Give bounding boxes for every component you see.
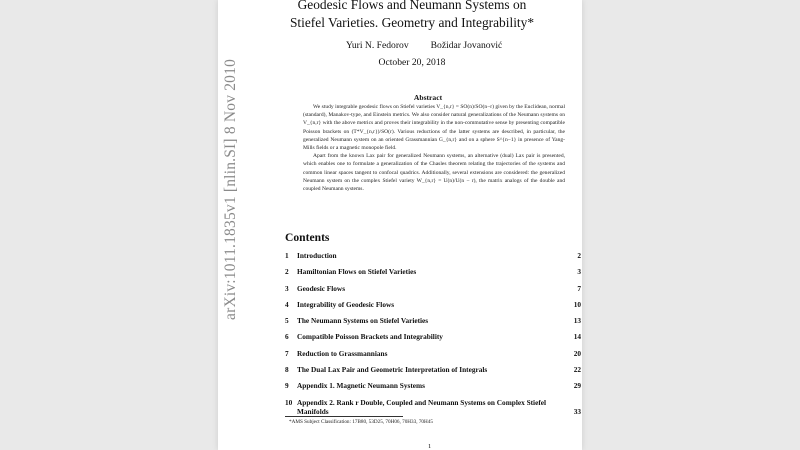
abstract-body (303, 103, 565, 193)
toc-entry[interactable] (285, 316, 581, 332)
toc-entry[interactable] (285, 365, 581, 381)
toc-entry[interactable] (285, 284, 581, 300)
toc-entry[interactable] (285, 251, 581, 267)
paper-title: Geodesic Flows and Neumann Systems on Stiefel Varieties. Geometry and Integrability* (289, 0, 535, 30)
toc-number: 6 (285, 332, 289, 342)
toc-title[interactable]: The Neumann Systems on Stiefel Varieties (297, 316, 429, 326)
arxiv-stamp: arXiv:1011.1835v1 [nlin.SI] 8 Nov 2010 (222, 58, 239, 320)
footnote: *AMS Subject Classification: 17B80, 53D25, 70H06, 70H33, 70H45 (289, 419, 433, 425)
toc-page: 22 (573, 365, 581, 375)
toc-title[interactable]: Compatible Poisson Brackets and Integrability (297, 332, 443, 342)
toc-entry[interactable] (285, 332, 581, 348)
toc-title[interactable]: Appendix 2. Rank r Double, Coupled and Neumann Systems on Complex Stiefel Manifolds (297, 397, 547, 416)
toc-entry[interactable] (285, 300, 581, 316)
toc-number: 5 (285, 316, 289, 326)
toc-number: 3 (285, 283, 289, 293)
toc-page: 10 (573, 299, 581, 309)
abstract-heading: Abstract (413, 93, 443, 102)
page-number: 1 (428, 443, 432, 450)
toc-title[interactable]: Introduction (297, 251, 337, 260)
author-list (346, 40, 502, 51)
toc-number: 7 (285, 348, 289, 358)
toc-page: 13 (573, 316, 581, 326)
toc-page: 20 (573, 348, 581, 358)
toc-entry[interactable] (285, 381, 581, 397)
toc-number: 8 (285, 365, 289, 375)
toc-page: 29 (573, 381, 581, 391)
toc-title[interactable]: The Dual Lax Pair and Geometric Interpretation of Integrals (297, 365, 488, 375)
toc-entry[interactable] (285, 398, 581, 414)
toc-page: 2 (577, 251, 581, 260)
toc-entry[interactable] (285, 267, 581, 283)
abstract-paragraph: Apart from the known Lax pair for generalized Neumann systems, an alternative (dual) Lax pair is presented, which enables one to formulate a generalization of the Chasles theorem relating the trajectories of the systems and common linear spaces tangent to confocal quadrics. Additionally, several extensions are considered: the generalized Neumann system on the complex Stiefel variety W_{n,r} = U(n)/U(n − r), the matrix analogs of the double and coupled Neumann systems. (303, 153, 565, 193)
footnote-rule (285, 416, 403, 417)
paper-date: October 20, 2018 (378, 57, 446, 68)
toc-entry[interactable] (285, 349, 581, 365)
toc-number: 10 (285, 397, 293, 407)
toc-number: 2 (285, 267, 289, 277)
contents-heading: Contents (285, 231, 330, 244)
toc-number: 1 (285, 251, 289, 260)
abstract-paragraph: We study integrable geodesic flows on Stiefel varieties V_{n,r} = SO(n)/SO(n−r) given by the Euclidean, normal (standard), Manakov-type, and Einstein metrics. We also consider natural generalizations of the Neumann systems on V_{n,r} with the above metrics and proves their integrability in the non-commutative sense by presenting compatible Poisson brackets on (T*V_{n,r})/SO(r). Various reductions of the latter systems are described, in particular, the generalized Neumann system on an oriented Grassmannian G_{n,r} and on a sphere S^{n−1} in presence of Yang-Mills fields or a magnetic monopole field. (303, 104, 565, 152)
toc-title[interactable]: Hamiltonian Flows on Stiefel Varieties (297, 267, 417, 277)
toc-page: 7 (577, 283, 581, 293)
toc-title[interactable]: Geodesic Flows (297, 283, 346, 293)
toc-title[interactable]: Integrability of Geodesic Flows (297, 299, 395, 309)
toc-page: 3 (577, 267, 581, 277)
toc-title[interactable]: Reduction to Grassmannians (297, 348, 388, 358)
toc-page: 33 (573, 406, 581, 416)
toc-number: 9 (285, 381, 289, 391)
toc-page: 14 (573, 332, 581, 342)
toc-number: 4 (285, 299, 289, 309)
table-of-contents (285, 251, 581, 414)
author-name: Yuri N. Fedorov (346, 40, 409, 51)
author-name: Božidar Jovanović (430, 40, 503, 51)
toc-title[interactable]: Appendix 1. Magnetic Neumann Systems (297, 381, 425, 391)
